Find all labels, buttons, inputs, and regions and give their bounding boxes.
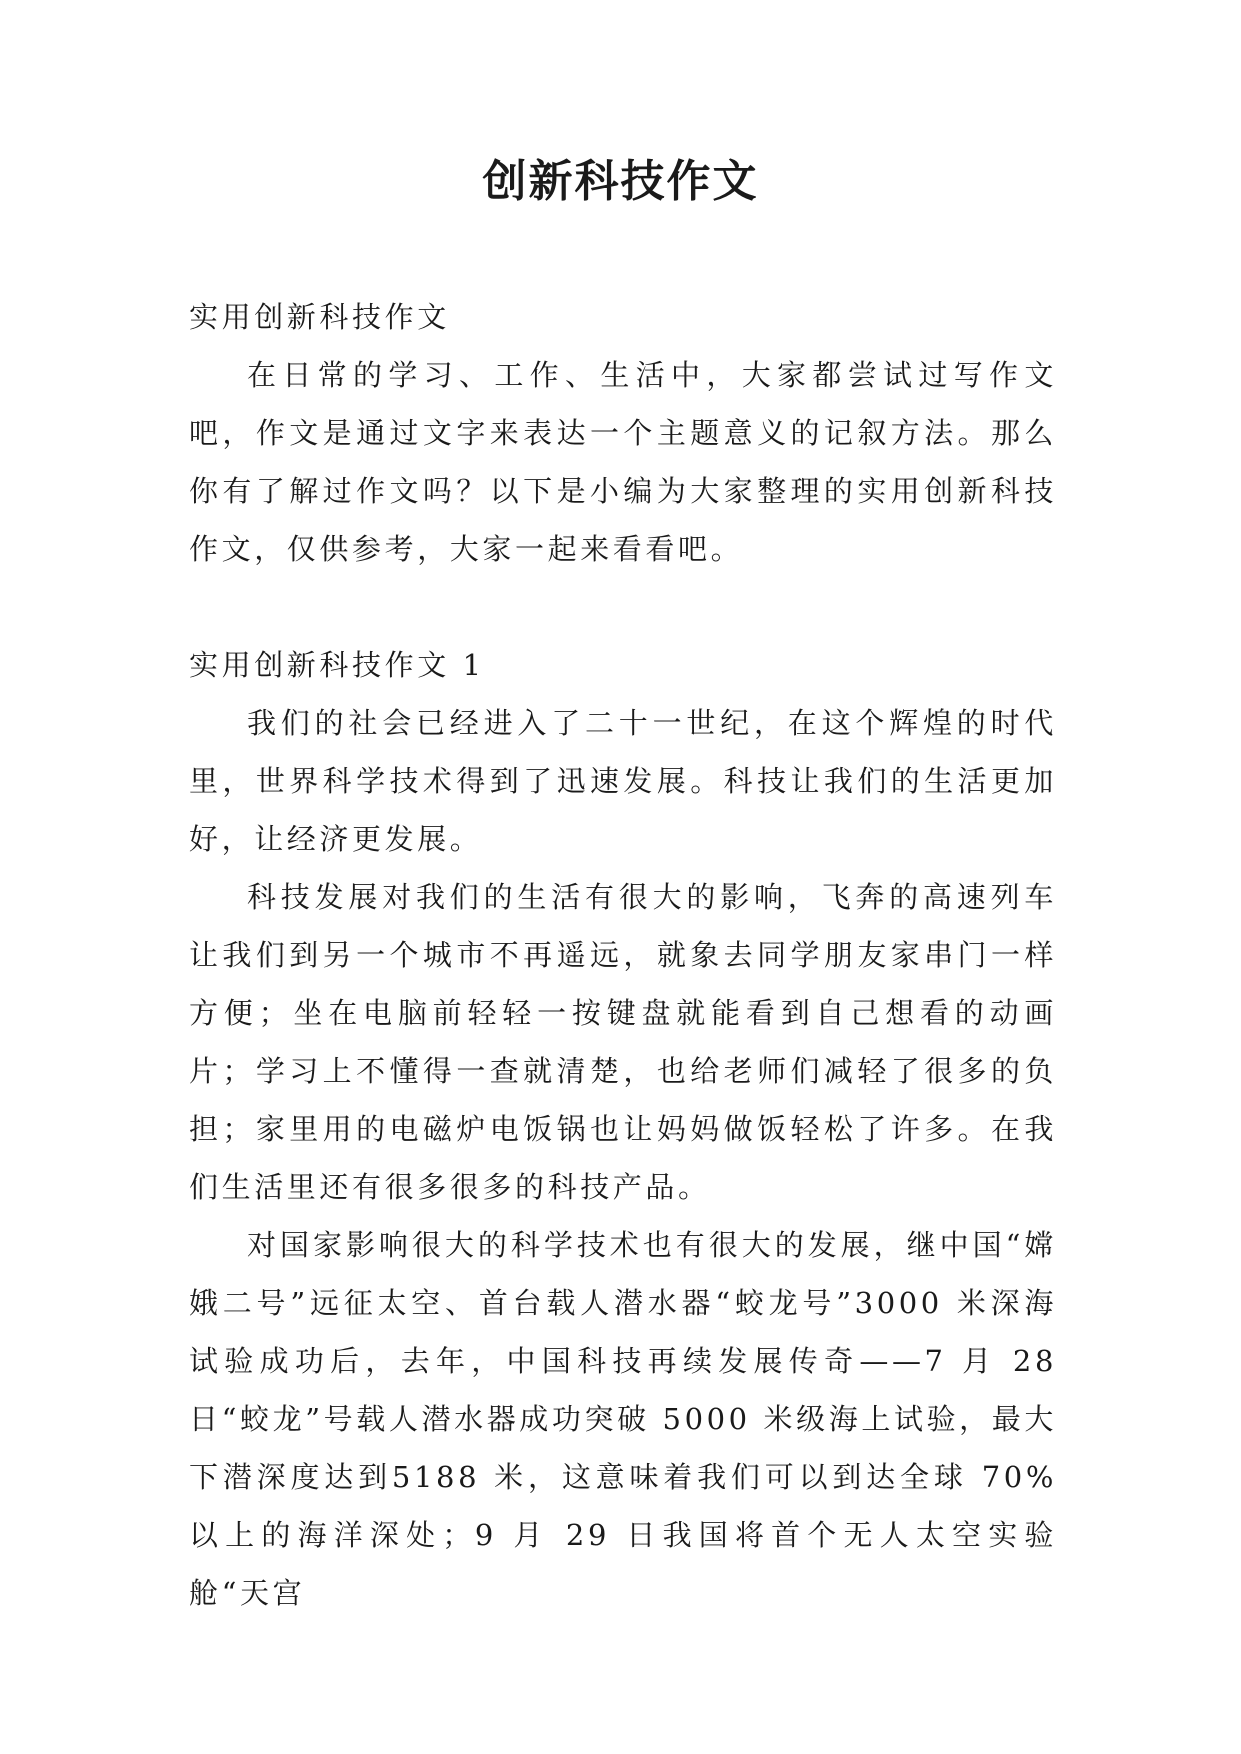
- document-body: [189, 288, 1057, 1622]
- section1-paragraph: 科技发展对我们的生活有很大的影响，飞奔的高速列车让我们到另一个城市不再遥远，就象去同学朋友家串门一样方便；坐在电脑前轻轻一按键盘就能看到自己想看的动画片；学习上不懂得一查就清楚，也给老师们减轻了很多的负担；家里用的电磁炉电饭锅也让妈妈做饭轻松了许多。在我们生活里还有很多很多的科技产品。: [189, 880, 1057, 1204]
- section-spacer: [189, 578, 1057, 636]
- section1-heading: 实用创新科技作文 1: [189, 648, 485, 682]
- section1-paragraph: 对国家影响很大的科学技术也有很大的发展，继中国“嫦娥二号”远征太空、首台载人潜水器“蛟龙号”3000 米深海试验成功后，去年，中国科技再续发展传奇——7 月 28 日“蛟龙”号载人潜水器成功突破 5000 米级海上试验，最大下潜深度达到5188 米，这意味着我们可以到达全球 70%以上的海洋深处；9 月 29 日我国将首个无人太空实验舱“天宫: [189, 1228, 1057, 1610]
- document-title: 创新科技作文: [482, 156, 759, 207]
- section1-paragraph: 我们的社会已经进入了二十一世纪，在这个辉煌的时代里，世界科学技术得到了迅速发展。科技让我们的生活更加好，让经济更发展。: [189, 706, 1057, 856]
- intro-paragraph: 在日常的学习、工作、生活中，大家都尝试过写作文吧，作文是通过文字来表达一个主题意义的记叙方法。那么你有了解过作文吗？以下是小编为大家整理的实用创新科技作文，仅供参考，大家一起来看看吧。: [189, 358, 1057, 566]
- intro-heading: 实用创新科技作文: [189, 300, 450, 334]
